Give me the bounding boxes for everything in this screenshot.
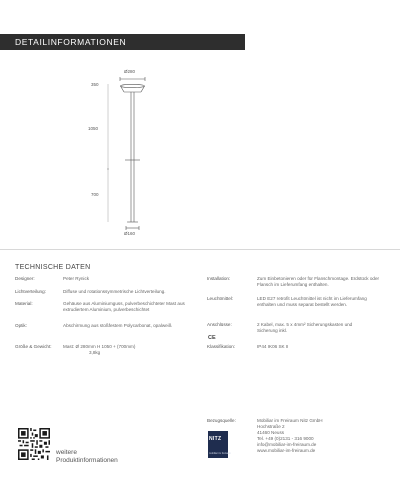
technical-data-title: TECHNISCHE DATEN [15, 264, 91, 271]
logo-subtext: mobiliar im freiraum [209, 452, 231, 455]
connections-label: Anschlüsse: [207, 322, 232, 327]
connections-value: 2 Kabel, max. 5 x 4mm² Sicherungskasten und Sicherung inkl. [257, 322, 353, 334]
company-phone: Tel. +49 (0)2131 - 316 9000 [257, 436, 314, 441]
installation-value: Zum Einbetonieren oder für Flanschmontage. Erdstück oder Flansch im Lieferumfang enthalten. [257, 276, 380, 288]
installation-label: Installation: [207, 276, 231, 281]
dim-350: 350 [91, 82, 99, 87]
material-value: Gehäuse aus Aluminiumguss, pulverbeschichteter Mast aus extrudiertem Aluminium, pulverbeschichtet [63, 301, 185, 313]
light-distribution-value: Diffuse und rotationssymmetrische Lichtverteilung. [63, 289, 166, 294]
company-street: Hochstraße 2 [257, 424, 285, 429]
qr-caption [56, 449, 118, 465]
qr-caption-line-1: weitere [56, 449, 77, 456]
classification-label: Klassifikation: [207, 344, 236, 349]
logo-text: NITZ [209, 436, 222, 442]
light-distribution-label: Lichtverteilung: [15, 289, 46, 294]
source-label: Bezugsquelle: [207, 418, 236, 423]
material-label: Material: [15, 301, 33, 306]
optics-label: Optik: [15, 323, 27, 328]
optics-value: Abschirmung aus stoßfestem Polycarbonat, opalweiß [63, 323, 172, 328]
dim-1050: 1050 [88, 126, 99, 131]
classification-value: IP44 IK06 SK II [257, 344, 289, 349]
qr-caption-line-2: Produktinformationen [56, 457, 118, 464]
designer-label: Designer: [15, 276, 35, 281]
designer-value: Peter Rynick [63, 276, 90, 281]
company-city: 41460 Neuss [257, 430, 285, 435]
company-email[interactable]: info@mobiliar-im-freiraum.de [257, 442, 317, 447]
qr-code[interactable] [18, 428, 50, 460]
divider [0, 249, 400, 250]
lamp-label: Leuchtmittel: [207, 296, 234, 301]
size-weight-value: Mast: Ø 280mm H 1050 + (700mm) [63, 344, 136, 349]
size-weight-label: Größe & Gewicht: [15, 344, 52, 349]
dim-700: 700 [91, 192, 99, 197]
company-website[interactable]: www.mobiliar-im-freiraum.de [257, 448, 316, 453]
weight-value: 3,8kg [89, 350, 101, 355]
section-header-title: DETAILINFORMATIONEN [15, 37, 127, 47]
lamp-value: LED E27 retrofit Leuchtmittel ist nicht im Lieferumfang enthalten und muss separat bestellt werden. [257, 296, 367, 308]
ce-mark: CE [208, 335, 216, 341]
dim-bottom-diameter: Ø160 [124, 231, 136, 236]
company-name: Mobiliar im Freiraum Nitz GmbH [257, 418, 323, 423]
dim-top-diameter: Ø280 [124, 69, 136, 74]
